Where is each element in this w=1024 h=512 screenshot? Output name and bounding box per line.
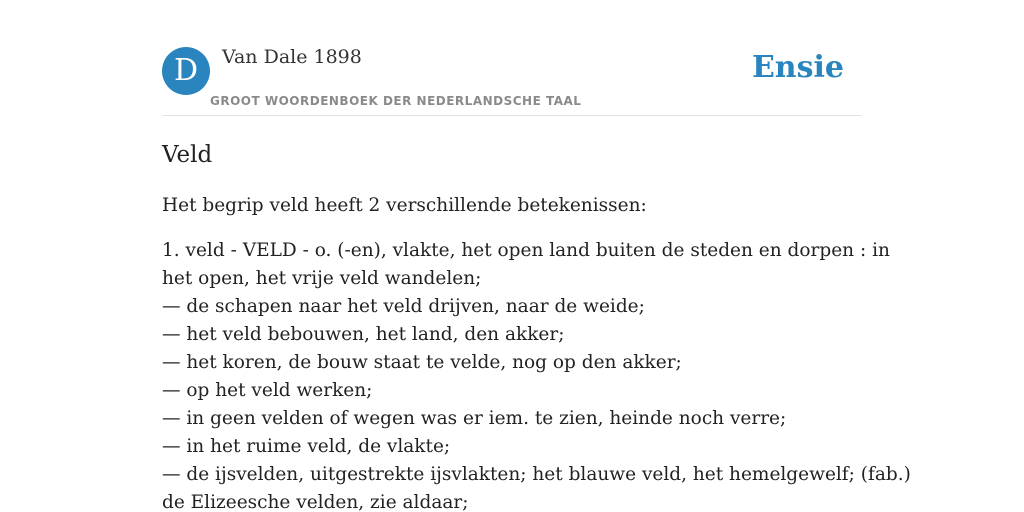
brand-logo[interactable]: Ensie xyxy=(751,50,844,85)
source-title-link[interactable]: Van Dale 1898 xyxy=(222,46,362,68)
definition-line: — op het veld werken; xyxy=(162,380,373,401)
entry-intro: Het begrip veld heeft 2 verschillende betekenissen: xyxy=(162,195,647,216)
definition-line: het open, het vrije veld wandelen; xyxy=(162,268,482,289)
definition-line: — de schapen naar het veld drijven, naar de weide; xyxy=(162,296,645,317)
source-subtitle: GROOT WOORDENBOEK DER NEDERLANDSCHE TAAL xyxy=(210,94,582,108)
definition-line: — het veld bebouwen, het land, den akker; xyxy=(162,324,565,345)
definition-line: — de ijsvelden, uitgestrekte ijsvlakten; het blauwe veld, het hemelgewelf; (fab.) xyxy=(162,464,911,485)
entry-title: Veld xyxy=(162,142,213,168)
source-avatar[interactable]: D xyxy=(162,47,210,95)
definition-line: de Elizeesche velden, zie aldaar; xyxy=(162,492,469,512)
definition-line: 1. veld - VELD - o. (-en), vlakte, het open land buiten de steden en dorpen : in xyxy=(162,240,890,261)
source-header xyxy=(162,44,862,116)
definition-line: — het koren, de bouw staat te velde, nog op den akker; xyxy=(162,352,682,373)
entry-content xyxy=(162,138,911,512)
definition-text xyxy=(162,237,911,512)
definition-line: — in geen velden of wegen was er iem. te zien, heinde noch verre; xyxy=(162,408,787,429)
definition-line: — in het ruime veld, de vlakte; xyxy=(162,436,451,457)
